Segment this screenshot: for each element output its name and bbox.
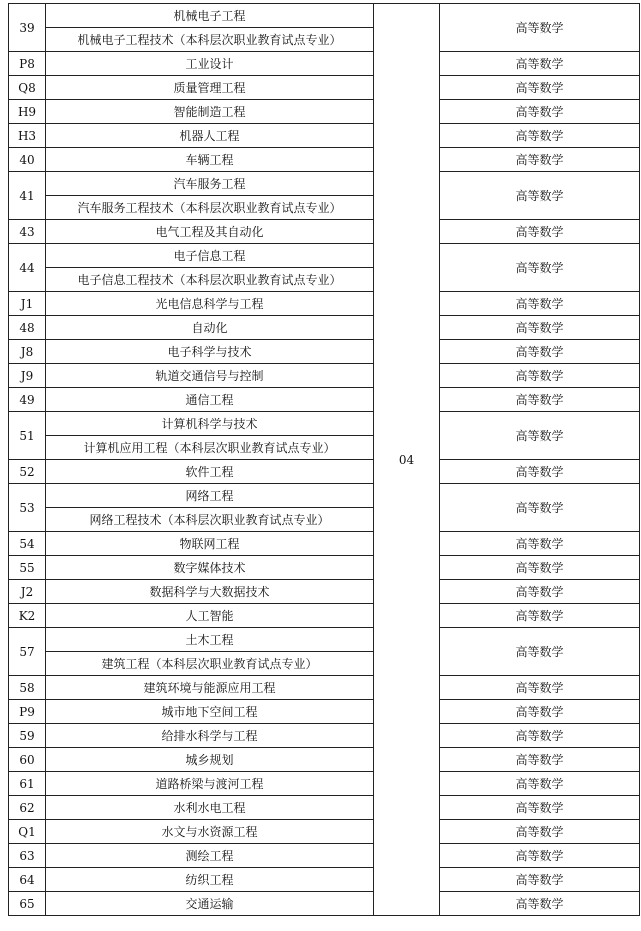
major-code-cell: J1 [9,292,46,316]
exam-subject-cell: 高等数学 [440,868,640,892]
table-row [9,796,640,820]
major-name-cell: 机械电子工程技术（本科层次职业教育试点专业） [46,28,374,52]
major-name-cell: 物联网工程 [46,532,374,556]
major-name-cell: 测绘工程 [46,844,374,868]
exam-subject-cell: 高等数学 [440,340,640,364]
table-row [9,580,640,604]
major-name-cell: 数字媒体技术 [46,556,374,580]
exam-subject-cell: 高等数学 [440,532,640,556]
table-row [9,340,640,364]
major-code-cell: 55 [9,556,46,580]
table-row [9,52,640,76]
major-code-cell: P9 [9,700,46,724]
major-name-cell: 纺织工程 [46,868,374,892]
major-code-cell: 57 [9,628,46,676]
table-row [9,100,640,124]
major-code-cell: 62 [9,796,46,820]
major-name-cell: 智能制造工程 [46,100,374,124]
majors-table-body [9,4,640,916]
major-name-cell: 电子信息工程技术（本科层次职业教育试点专业） [46,268,374,292]
table-row [9,148,640,172]
major-code-cell: Q8 [9,76,46,100]
major-code-cell: 60 [9,748,46,772]
table-row [9,316,640,340]
majors-table [8,3,640,916]
major-code-cell: 40 [9,148,46,172]
major-code-cell: P8 [9,52,46,76]
exam-subject-cell: 高等数学 [440,604,640,628]
major-code-cell: J9 [9,364,46,388]
exam-subject-cell: 高等数学 [440,484,640,532]
exam-subject-cell: 高等数学 [440,724,640,748]
major-code-cell: K2 [9,604,46,628]
major-code-cell: 53 [9,484,46,532]
table-row [9,748,640,772]
table-row [9,724,640,748]
major-code-cell: H3 [9,124,46,148]
table-row [9,388,640,412]
table-row [9,556,640,580]
exam-subject-cell: 高等数学 [440,412,640,460]
exam-subject-cell: 高等数学 [440,124,640,148]
major-code-cell: 61 [9,772,46,796]
group-code-cell: 04 [374,4,440,916]
major-name-cell: 城乡规划 [46,748,374,772]
major-name-cell: 土木工程 [46,628,374,652]
major-name-cell: 轨道交通信号与控制 [46,364,374,388]
major-name-cell: 自动化 [46,316,374,340]
major-name-cell: 水利水电工程 [46,796,374,820]
major-name-cell: 计算机应用工程（本科层次职业教育试点专业） [46,436,374,460]
exam-subject-cell: 高等数学 [440,76,640,100]
major-name-cell: 电子信息工程 [46,244,374,268]
major-name-cell: 机械电子工程 [46,4,374,28]
exam-subject-cell: 高等数学 [440,316,640,340]
exam-subject-cell: 高等数学 [440,148,640,172]
major-code-cell: 51 [9,412,46,460]
major-name-cell: 人工智能 [46,604,374,628]
exam-subject-cell: 高等数学 [440,220,640,244]
table-row [9,700,640,724]
major-code-cell: 54 [9,532,46,556]
table-row [9,4,640,28]
exam-subject-cell: 高等数学 [440,796,640,820]
exam-subject-cell: 高等数学 [440,580,640,604]
exam-subject-cell: 高等数学 [440,676,640,700]
major-name-cell: 城市地下空间工程 [46,700,374,724]
exam-subject-cell: 高等数学 [440,748,640,772]
table-row [9,172,640,196]
exam-subject-cell: 高等数学 [440,700,640,724]
table-row [9,412,640,436]
major-name-cell: 软件工程 [46,460,374,484]
exam-subject-cell: 高等数学 [440,628,640,676]
exam-subject-cell: 高等数学 [440,244,640,292]
major-code-cell: 59 [9,724,46,748]
table-row [9,124,640,148]
major-code-cell: 41 [9,172,46,220]
major-code-cell: 58 [9,676,46,700]
table-row [9,628,640,652]
exam-subject-cell: 高等数学 [440,388,640,412]
exam-subject-cell: 高等数学 [440,460,640,484]
major-name-cell: 道路桥梁与渡河工程 [46,772,374,796]
major-name-cell: 质量管理工程 [46,76,374,100]
major-name-cell: 工业设计 [46,52,374,76]
exam-subject-cell: 高等数学 [440,292,640,316]
table-row [9,772,640,796]
exam-subject-cell: 高等数学 [440,892,640,916]
major-code-cell: J2 [9,580,46,604]
major-name-cell: 计算机科学与技术 [46,412,374,436]
major-code-cell: J8 [9,340,46,364]
major-name-cell: 光电信息科学与工程 [46,292,374,316]
table-row [9,364,640,388]
major-name-cell: 电气工程及其自动化 [46,220,374,244]
exam-subject-cell: 高等数学 [440,556,640,580]
table-row [9,532,640,556]
table-row [9,220,640,244]
major-name-cell: 水文与水资源工程 [46,820,374,844]
major-name-cell: 建筑环境与能源应用工程 [46,676,374,700]
exam-subject-cell: 高等数学 [440,844,640,868]
major-code-cell: 49 [9,388,46,412]
exam-subject-cell: 高等数学 [440,52,640,76]
table-row [9,676,640,700]
major-code-cell: Q1 [9,820,46,844]
major-name-cell: 车辆工程 [46,148,374,172]
major-code-cell: 39 [9,4,46,52]
table-row [9,460,640,484]
table-row [9,244,640,268]
major-code-cell: H9 [9,100,46,124]
major-code-cell: 65 [9,892,46,916]
table-row [9,820,640,844]
major-code-cell: 43 [9,220,46,244]
major-name-cell: 网络工程 [46,484,374,508]
exam-subject-cell: 高等数学 [440,772,640,796]
major-name-cell: 交通运输 [46,892,374,916]
major-name-cell: 建筑工程（本科层次职业教育试点专业） [46,652,374,676]
table-row [9,484,640,508]
table-row [9,604,640,628]
major-name-cell: 机器人工程 [46,124,374,148]
major-code-cell: 52 [9,460,46,484]
exam-subject-cell: 高等数学 [440,4,640,52]
table-row [9,844,640,868]
exam-subject-cell: 高等数学 [440,100,640,124]
table-row [9,892,640,916]
table-row [9,868,640,892]
major-name-cell: 给排水科学与工程 [46,724,374,748]
table-row [9,76,640,100]
major-name-cell: 汽车服务工程技术（本科层次职业教育试点专业） [46,196,374,220]
major-name-cell: 数据科学与大数据技术 [46,580,374,604]
major-name-cell: 通信工程 [46,388,374,412]
major-code-cell: 48 [9,316,46,340]
major-code-cell: 64 [9,868,46,892]
major-name-cell: 网络工程技术（本科层次职业教育试点专业） [46,508,374,532]
major-code-cell: 44 [9,244,46,292]
major-code-cell: 63 [9,844,46,868]
table-row [9,292,640,316]
exam-subject-cell: 高等数学 [440,820,640,844]
exam-subject-cell: 高等数学 [440,172,640,220]
major-name-cell: 电子科学与技术 [46,340,374,364]
exam-subject-cell: 高等数学 [440,364,640,388]
major-name-cell: 汽车服务工程 [46,172,374,196]
